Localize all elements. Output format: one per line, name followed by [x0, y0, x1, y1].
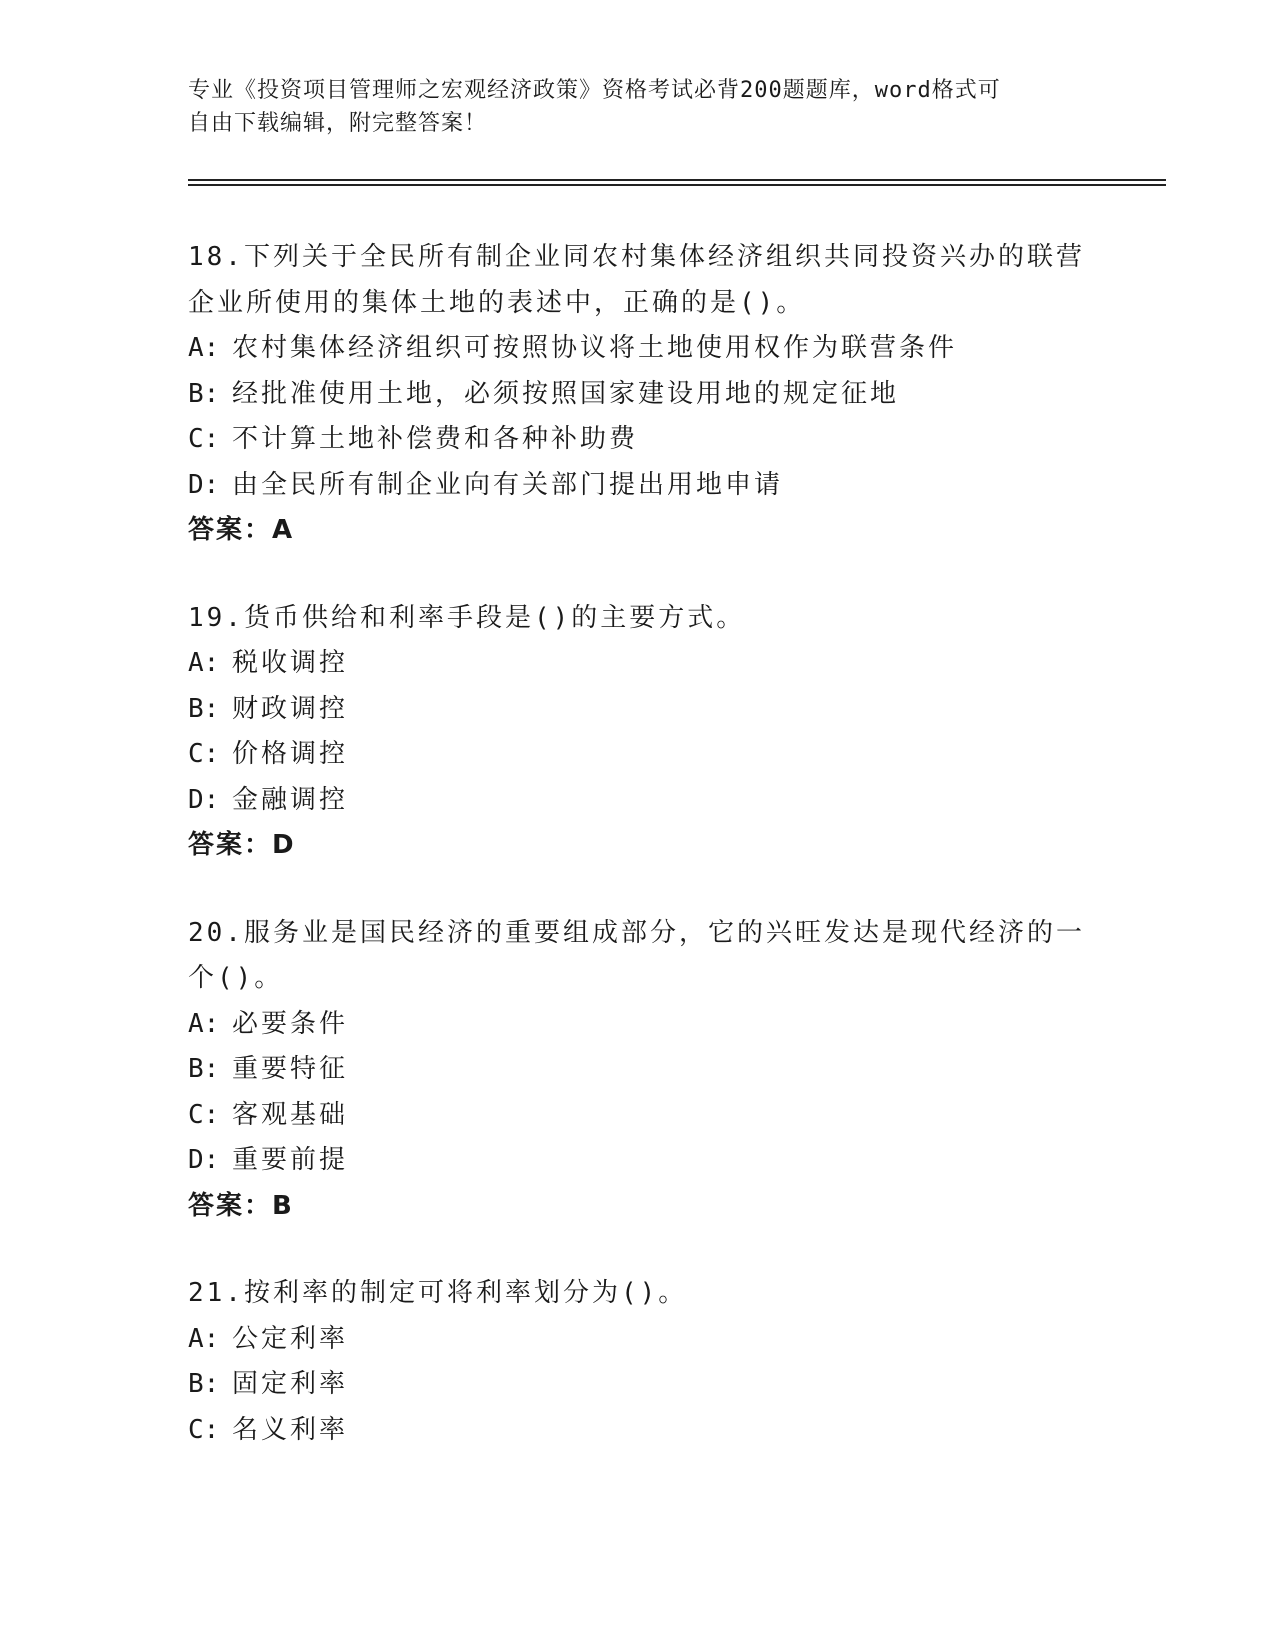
option-b — [188, 372, 1088, 418]
option-b — [188, 687, 1088, 733]
question-21 — [188, 1271, 1088, 1453]
question-stem — [188, 235, 1088, 326]
option-c — [188, 732, 1088, 778]
option-key: B: — [188, 1054, 220, 1084]
document-header — [188, 74, 1088, 140]
option-text: 农村集体经济组织可按照协议将土地使用权作为联营条件 — [232, 333, 958, 363]
question-list — [188, 235, 1088, 1495]
option-c — [188, 1093, 1088, 1139]
option-a — [188, 326, 1088, 372]
option-key: C: — [188, 1099, 220, 1130]
option-text: 重要前提 — [232, 1145, 349, 1175]
option-b — [188, 1362, 1088, 1408]
question-stem-line: 企业所使用的集体土地的表述中，正确的是()。 — [188, 287, 806, 318]
option-key: C: — [188, 424, 220, 454]
option-key: A: — [188, 1008, 220, 1039]
option-a — [188, 641, 1088, 687]
option-key: C: — [188, 739, 220, 769]
answer-line: 答案：D — [188, 830, 296, 860]
option-key: B: — [188, 1369, 220, 1399]
option-text: 财政调控 — [232, 693, 349, 724]
option-text: 客观基础 — [232, 1099, 349, 1130]
option-key: A: — [188, 648, 220, 678]
question-stem-line: 21.按利率的制定可将利率划分为()。 — [188, 1278, 688, 1308]
question-stem — [188, 911, 1088, 1002]
question-stem — [188, 596, 1088, 642]
question-19 — [188, 596, 1088, 869]
option-key: B: — [188, 378, 220, 409]
option-key: D: — [188, 469, 220, 500]
option-text: 不计算土地补偿费和各种补助费 — [232, 424, 639, 454]
option-d — [188, 463, 1088, 509]
option-text: 固定利率 — [232, 1369, 349, 1399]
answer-line: 答案：B — [188, 1190, 294, 1221]
question-18 — [188, 235, 1088, 554]
option-key: D: — [188, 784, 220, 815]
question-stem-line: 20.服务业是国民经济的重要组成部分，它的兴旺发达是现代经济的一 — [188, 917, 1085, 948]
header-line-2: 自由下载编辑，附完整答案！ — [188, 111, 488, 136]
question-stem-line: 个()。 — [188, 963, 284, 993]
option-key: C: — [188, 1414, 220, 1445]
option-a — [188, 1317, 1088, 1363]
option-text: 税收调控 — [232, 648, 349, 678]
option-text: 价格调控 — [232, 739, 349, 769]
option-c — [188, 417, 1088, 463]
option-key: A: — [188, 1323, 220, 1354]
header-line-1: 专业《投资项目管理师之宏观经济政策》资格考试必背200题题库，word格式可 — [188, 78, 1001, 103]
option-key: B: — [188, 693, 220, 724]
option-a — [188, 1002, 1088, 1048]
option-key: D: — [188, 1145, 220, 1175]
option-text: 公定利率 — [232, 1323, 349, 1354]
option-c — [188, 1408, 1088, 1454]
option-text: 由全民所有制企业向有关部门提出用地申请 — [232, 469, 784, 500]
option-text: 金融调控 — [232, 784, 349, 815]
option-text: 必要条件 — [232, 1008, 349, 1039]
answer-line: 答案：A — [188, 515, 295, 545]
question-stem-line: 19.货币供给和利率手段是()的主要方式。 — [188, 602, 746, 633]
question-stem-line: 18.下列关于全民所有制企业同农村集体经济组织共同投资兴办的联营 — [188, 242, 1085, 272]
option-key: A: — [188, 333, 220, 363]
option-text: 重要特征 — [232, 1054, 349, 1084]
header-divider-bottom — [188, 184, 1166, 186]
option-d — [188, 778, 1088, 824]
option-text: 名义利率 — [232, 1414, 349, 1445]
header-divider-top — [188, 179, 1166, 181]
question-20 — [188, 911, 1088, 1230]
option-text: 经批准使用土地，必须按照国家建设用地的规定征地 — [232, 378, 900, 409]
option-d — [188, 1138, 1088, 1184]
question-stem — [188, 1271, 1088, 1317]
option-b — [188, 1047, 1088, 1093]
